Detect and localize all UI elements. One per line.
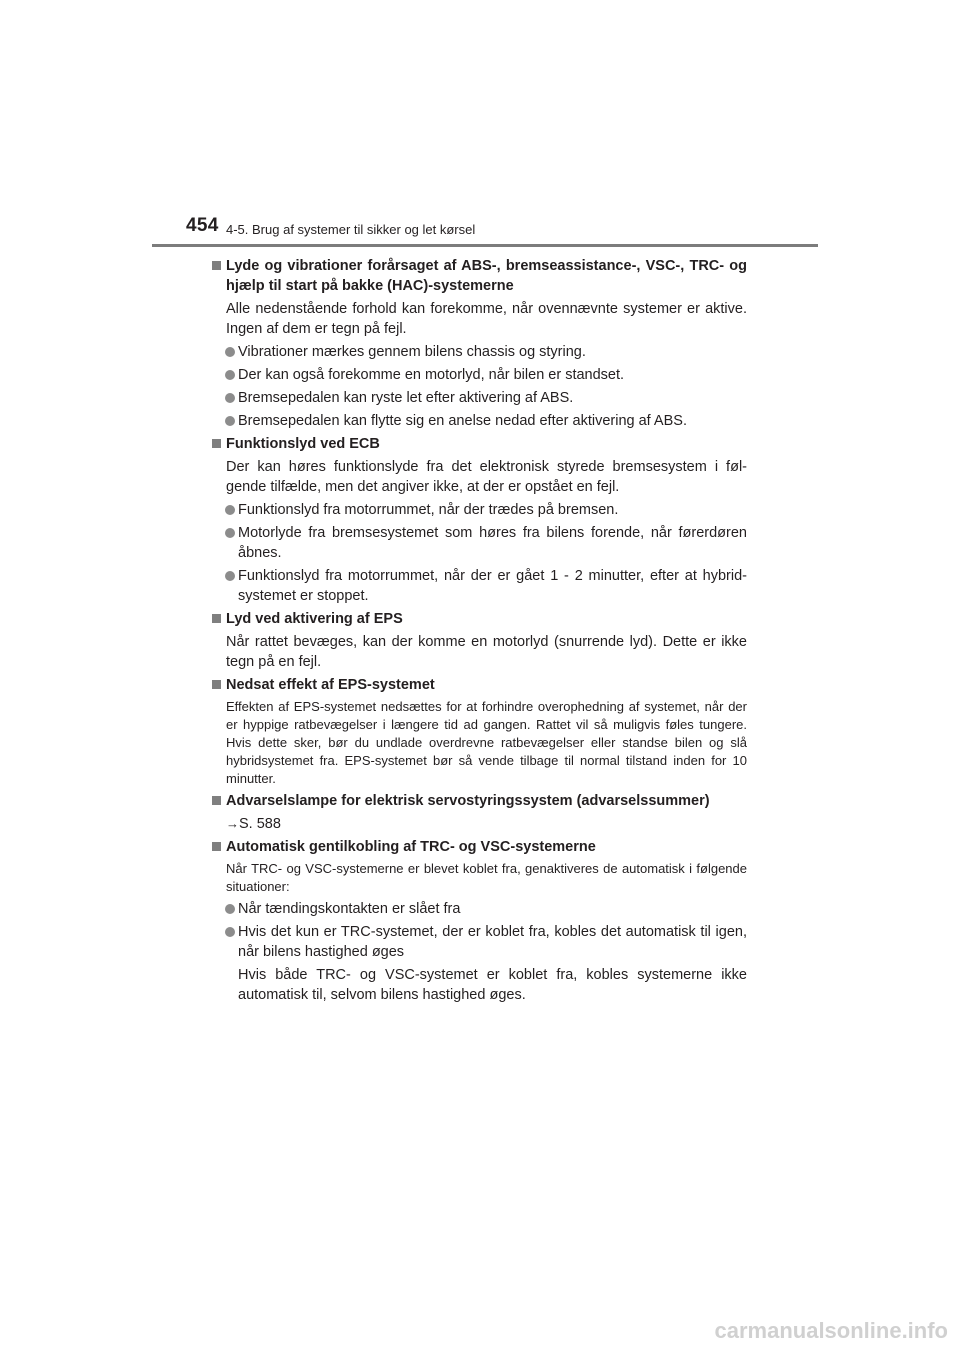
section-heading: Funktionslyd ved ECB <box>212 434 747 454</box>
section-eps-warning <box>212 791 747 834</box>
section-eps-sound <box>212 609 747 672</box>
list-item-note: Hvis både TRC- og VSC-systemet er koblet fra, kobles systemerne ikke automatisk til, selvom bilens hastighed øges. <box>238 967 747 1003</box>
section-ecb-sound <box>212 434 747 606</box>
circle-bullet-icon <box>225 904 235 914</box>
list-item: Motorlyde fra bremsesystemet som høres fra bilens forende, når førerdøren åbnes. <box>212 523 747 563</box>
chapter-title: 4-5. Brug af systemer til sikker og let kørsel <box>226 222 476 237</box>
list-item: Når tændingskontakten er slået fra <box>212 899 747 919</box>
circle-bullet-icon <box>225 528 235 538</box>
square-bullet-icon <box>212 261 221 270</box>
watermark: carmanualsonline.info <box>714 1318 948 1343</box>
section-heading: Automatisk gentilkobling af TRC- og VSC-systemerne <box>212 837 747 857</box>
page-header <box>186 215 818 247</box>
circle-bullet-icon <box>225 393 235 403</box>
circle-bullet-icon <box>225 416 235 426</box>
section-heading: Nedsat effekt af EPS-systemet <box>212 675 747 695</box>
section-eps-reduced <box>212 675 747 788</box>
section-text: Effekten af EPS-systemet nedsættes for at forhindre overophedning af systemet, når der er hyppige ratbevægelser i længere tid ad gangen. Rattet vil så muligvis føles tungere. Hvis dette sker, bør du undlade overdrevne ratbevægelser eller standse bilen og slå hybridsystemet fra. EPS-systemet bør så vende tilbage til normal tilstand inden for 10 minutter. <box>226 699 747 786</box>
section-text: Der kan høres funktionslyde fra det elektronisk styrede bremsesystem i føl- gende tilfælde, men det angiver ikke, at der er opstået en fejl. <box>226 459 747 495</box>
list-item: Hvis det kun er TRC-systemet, der er koblet fra, kobles det automatisk til igen, når bilens hastighed øges <box>212 922 747 962</box>
circle-bullet-icon <box>225 571 235 581</box>
section-text: Alle nedenstående forhold kan forekomme, når ovennævnte systemer er aktive. Ingen af dem er tegn på fejl. <box>226 301 747 337</box>
section-text: Når rattet bevæges, kan der komme en motorlyd (snurrende lyd). Dette er ikke tegn på en fejl. <box>226 634 747 670</box>
circle-bullet-icon <box>225 505 235 515</box>
circle-bullet-icon <box>225 347 235 357</box>
section-heading: Lyd ved aktivering af EPS <box>212 609 747 629</box>
section-text: Når TRC- og VSC-systemerne er blevet koblet fra, genaktiveres de automatisk i følgende situationer: <box>226 861 747 894</box>
list-item: Funktionslyd fra motorrummet, når der trædes på bremsen. <box>212 500 747 520</box>
section-heading: Advarselslampe for elektrisk servostyringssystem (advarselssummer) <box>212 791 747 811</box>
square-bullet-icon <box>212 796 221 805</box>
square-bullet-icon <box>212 680 221 689</box>
section-abs-sounds <box>212 256 747 431</box>
section-heading: Lyde og vibrationer forårsaget af ABS-, bremseassistance-, VSC-, TRC- og hjælp til start på bakke (HAC)-systemerne <box>212 256 747 296</box>
square-bullet-icon <box>212 842 221 851</box>
list-item: Der kan også forekomme en motorlyd, når bilen er standset. <box>212 365 747 385</box>
square-bullet-icon <box>212 614 221 623</box>
header-divider <box>152 244 818 247</box>
document-body <box>212 256 747 1008</box>
square-bullet-icon <box>212 439 221 448</box>
arrow-right-icon: → <box>226 816 239 831</box>
section-auto-reenable <box>212 837 747 1005</box>
list-item: Funktionslyd fra motorrummet, når der er gået 1 - 2 minutter, efter at hybrid- systemet er stoppet. <box>212 566 747 606</box>
circle-bullet-icon <box>225 927 235 937</box>
list-item: Vibrationer mærkes gennem bilens chassis og styring. <box>212 342 747 362</box>
circle-bullet-icon <box>225 370 235 380</box>
page-reference <box>212 814 747 834</box>
list-item: Bremsepedalen kan ryste let efter aktivering af ABS. <box>212 388 747 408</box>
list-item: Bremsepedalen kan flytte sig en anelse nedad efter aktivering af ABS. <box>212 411 747 431</box>
page-reference-link[interactable]: S. 588 <box>239 816 281 832</box>
page-number: 454 <box>186 215 219 236</box>
